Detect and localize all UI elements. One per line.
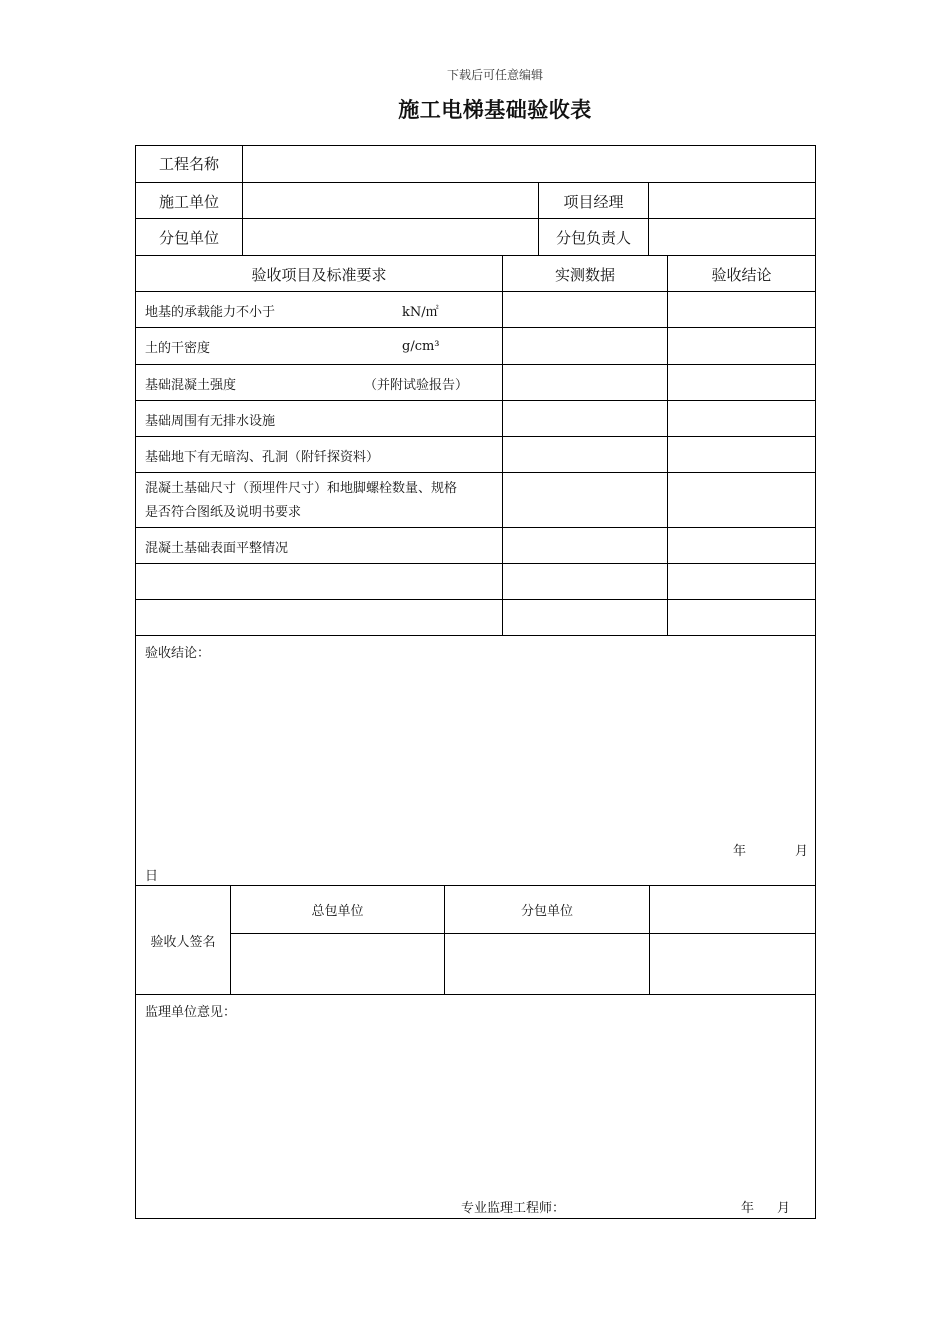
conclusion-month: 月 [795, 844, 809, 859]
subcontractor-signature[interactable] [444, 934, 649, 995]
item-text: 基础混凝土强度 [145, 377, 237, 393]
signature-section [136, 885, 815, 995]
extra-signature[interactable] [649, 934, 815, 995]
result-cell[interactable] [667, 564, 815, 600]
signature-extra-header [649, 886, 815, 933]
signature-subcontractor-label: 分包单位 [444, 886, 649, 933]
table-row [136, 527, 815, 564]
measured-cell[interactable] [502, 437, 667, 473]
general-contractor-label: 总包单位 [311, 904, 364, 919]
result-cell[interactable] [667, 328, 815, 365]
item-text: 土的干密度 [145, 341, 211, 356]
info-row-construction [136, 182, 815, 219]
conclusion-day: 日 [145, 869, 159, 884]
info-row-project [136, 145, 815, 182]
table-row [136, 472, 815, 528]
subcontractor-label: 分包单位 [158, 229, 219, 247]
item-unit: kN/㎡ [402, 304, 439, 320]
table-row [136, 436, 815, 473]
item-text: 混凝土基础尺寸（预埋件尺寸）和地脚螺栓数量、规格 [145, 480, 458, 496]
table-row [136, 291, 815, 328]
measured-cell[interactable] [502, 401, 667, 437]
subcontractor-value[interactable] [242, 219, 538, 256]
item-text-line2: 是否符合图纸及说明书要求 [145, 504, 302, 520]
conclusion-label: 验收结论： [145, 646, 211, 661]
supervision-month: 月 [777, 1201, 791, 1216]
measured-cell[interactable] [502, 600, 667, 636]
item-text: 混凝土基础表面平整情况 [145, 540, 289, 556]
item-unit: g/cm³ [402, 339, 440, 354]
project-name-value[interactable] [242, 145, 815, 182]
item-text[interactable] [136, 564, 502, 600]
page-title: 施工电梯基础验收表 [398, 97, 592, 122]
supervisor-engineer-label: 专业监理工程师： [461, 1201, 566, 1216]
result-cell[interactable] [667, 437, 815, 473]
item-text: 地基的承载能力不小于 [145, 304, 276, 320]
item-unit: （并附试验报告） [364, 377, 469, 393]
item-text: 基础地下有无暗沟、孔洞（附钎探资料） [145, 449, 380, 465]
result-cell[interactable] [667, 292, 815, 328]
table-row [136, 327, 815, 365]
measured-cell[interactable] [502, 564, 667, 600]
project-name-label: 工程名称 [158, 155, 219, 173]
result-cell[interactable] [667, 365, 815, 401]
item-text: 基础周围有无排水设施 [145, 413, 276, 429]
result-cell[interactable] [667, 528, 815, 564]
construction-unit-label: 施工单位 [158, 192, 219, 211]
table-row [136, 599, 815, 636]
measured-cell[interactable] [502, 365, 667, 401]
acceptance-form [135, 145, 816, 1219]
header-note: 下载后可任意编辑 [446, 68, 543, 82]
project-manager-value[interactable] [648, 183, 815, 219]
table-row [136, 563, 815, 600]
result-cell[interactable] [667, 473, 815, 528]
header-measured: 实测数据 [502, 256, 667, 292]
check-table-header [136, 255, 815, 292]
supervision-section[interactable] [136, 994, 815, 1220]
conclusion-year: 年 [733, 844, 747, 859]
result-cell[interactable] [667, 401, 815, 437]
project-manager-label: 项目经理 [538, 183, 648, 219]
result-cell[interactable] [667, 600, 815, 636]
header-result: 验收结论 [667, 256, 815, 292]
table-row [136, 364, 815, 401]
sub-leader-value[interactable] [648, 219, 815, 256]
measured-cell[interactable] [502, 528, 667, 564]
construction-unit-value[interactable] [242, 183, 538, 219]
header-items: 验收项目及标准要求 [251, 265, 387, 284]
conclusion-section[interactable] [136, 635, 815, 886]
table-row [136, 400, 815, 437]
sub-leader-label: 分包负责人 [538, 219, 648, 256]
measured-cell[interactable] [502, 328, 667, 365]
supervision-year: 年 [741, 1201, 755, 1216]
supervision-label: 监理单位意见： [145, 1005, 237, 1020]
info-row-subcontractor [136, 218, 815, 256]
signature-label: 验收人签名 [150, 935, 216, 950]
measured-cell[interactable] [502, 473, 667, 528]
general-contractor-signature[interactable] [231, 934, 444, 995]
item-text[interactable] [136, 600, 502, 636]
measured-cell[interactable] [502, 292, 667, 328]
